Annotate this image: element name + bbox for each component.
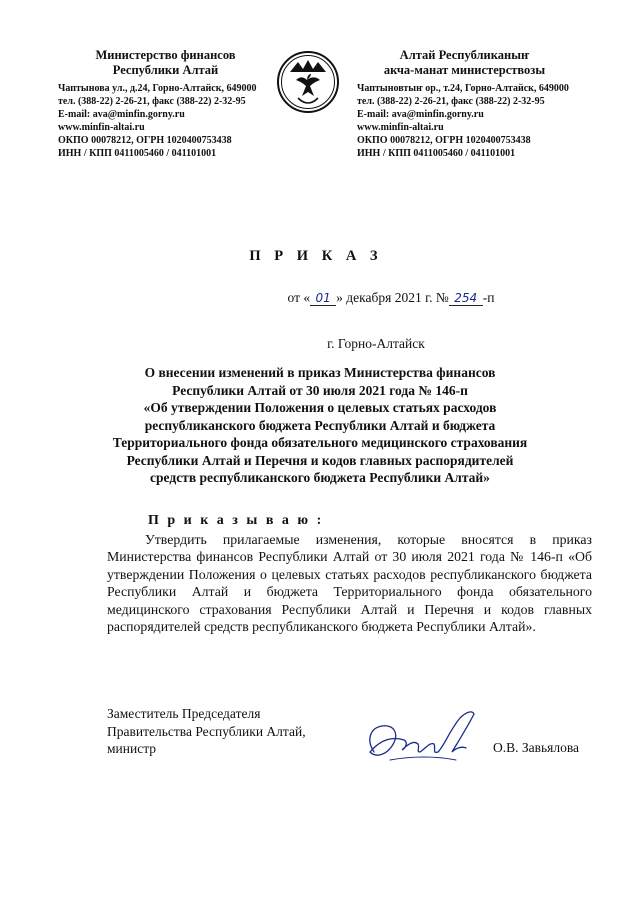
header-left-title: Министерство финансов Республики Алтай [95, 48, 236, 77]
handwritten-day: 01 [310, 291, 336, 306]
header-left-line: E-mail: ava@minfin.gorny.ru [58, 109, 185, 120]
handwritten-signature [360, 700, 490, 775]
subject-block [110, 364, 530, 487]
signatory-name: О.В. Завьялова [493, 740, 580, 755]
subject-line: Территориального фонда обязательного медицинского страхования [112, 435, 528, 450]
header-right-line: ИНН / КПП 0411005460 / 041101001 [357, 148, 516, 159]
header-left-line: тел. (388-22) 2-26-21, факс (388-22) 2-32-95 [58, 96, 246, 107]
subject-line: О внесении изменений в приказ Министерства финансов [144, 365, 496, 380]
header-left-line: ОКПО 00078212, ОГРН 1020400753438 [58, 135, 232, 146]
header-left [58, 48, 273, 160]
header-right [357, 48, 572, 160]
header-left-line: www.minfin-altai.ru [58, 122, 145, 133]
header-right-line: www.minfin-altai.ru [357, 122, 444, 133]
handwritten-number: 254 [449, 291, 483, 306]
body-paragraph [107, 531, 592, 635]
subject-line: средств республиканского бюджета Республики Алтай» [150, 470, 490, 485]
document-title: П Р И К А З [249, 248, 383, 264]
body-text: Утвердить прилагаемые изменения, которые вносятся в приказ Министерства финансов Республики Алтай от 30 июля 2021 года № 146-п «Об утверждении Положения о целевых статьях расходов республиканского бюджета Республики Алтай и бюджета Территориального фонда обязательного медицинского страхования Республики Алтай и Перечня и кодов главных распорядителей средств республиканского бюджета Республики Алтай». [107, 532, 592, 635]
order-word: П р и к а з ы в а ю : [148, 513, 324, 528]
header-right-line: E-mail: ava@minfin.gorny.ru [357, 109, 484, 120]
date-prefix: от « [287, 290, 311, 305]
header-left-line: Чаптынова ул., д.24, Горно-Алтайск, 649000 [58, 83, 257, 94]
date-line [0, 290, 632, 306]
date-suffix: -п [482, 290, 495, 305]
header-right-line: Чаптыновтыҥ ор., т.24, Горно-Алтайск, 649000 [357, 83, 569, 94]
city: г. Горно-Алтайск [327, 336, 425, 351]
signatory-title: Заместитель Председателя Правительства Республики Алтай, министр [107, 706, 306, 756]
header-right-line: тел. (388-22) 2-26-21, факс (388-22) 2-32-95 [357, 96, 545, 107]
subject-line: Республики Алтай и Перечня и кодов главных распорядителей [126, 452, 514, 468]
subject-line: «Об утверждении Положения о целевых статьях расходов [143, 400, 497, 415]
date-middle: » декабря 2021 г. № [336, 290, 449, 305]
header-right-title: Алтай Республиканыҥ акча-манат министерствозы [383, 48, 546, 77]
altai-republic-emblem-icon [276, 50, 340, 114]
subject-line: Республики Алтай от 30 июля 2021 года № 146-п [172, 382, 468, 398]
header-left-line: ИНН / КПП 0411005460 / 041101001 [58, 148, 217, 159]
subject-line: республиканского бюджета Республики Алтай и бюджета [144, 417, 496, 433]
header-right-line: ОКПО 00078212, ОГРН 1020400753438 [357, 135, 531, 146]
